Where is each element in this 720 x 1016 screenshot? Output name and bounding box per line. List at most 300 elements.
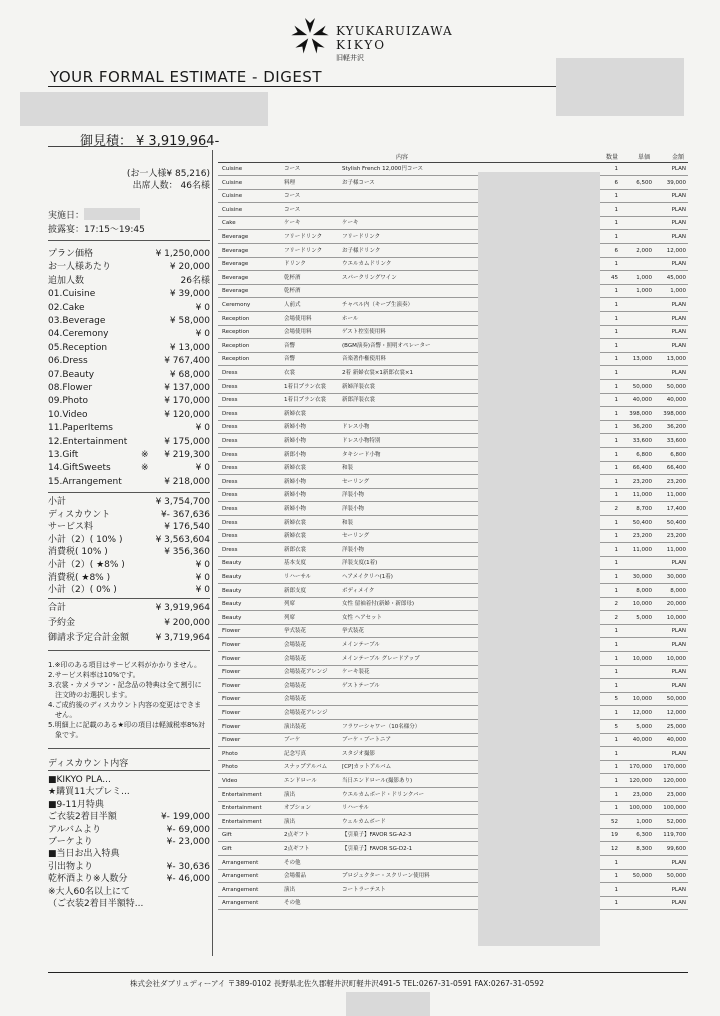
breakdown-label: 10.Video (48, 409, 88, 420)
row-item: ブーケ (284, 737, 301, 744)
discount-label: ご衣装2着目半額 (48, 812, 117, 823)
row-category: Dress (222, 383, 238, 390)
row-amount: 23,200 (666, 533, 686, 540)
row-amount: PLAN (671, 206, 686, 213)
row-amount: PLAN (671, 193, 686, 200)
discount-row (48, 898, 210, 910)
row-description: 新婦洋装衣裳 (342, 383, 376, 390)
row-unit-price: 2,000 (636, 247, 652, 254)
row-item: フリードリンク (284, 234, 323, 240)
row-amount: 17,400 (666, 506, 686, 512)
row-item: 新郎支度 (284, 587, 307, 594)
discount-row (48, 786, 210, 798)
discount-label: ■KIKYO PLA... (48, 775, 111, 785)
breakdown-label: 04.Ceremony (48, 329, 109, 340)
row-quantity: 1 (614, 791, 618, 798)
table-row (218, 626, 688, 638)
row-unit-price: 66,400 (632, 465, 652, 472)
breakdown-value: ¥ 68,000 (169, 369, 210, 380)
row-item: 新郎衣裳 (284, 546, 307, 553)
breakdown-value: 26名様 (180, 275, 210, 286)
table-row (218, 749, 688, 761)
row-unit-price: 5,000 (636, 723, 652, 730)
row-quantity: 1 (614, 342, 618, 349)
note-line: 5.明細上に記載のある★印の項目は軽減税率8%対 (48, 721, 206, 729)
row-unit-price: 36,200 (632, 424, 652, 431)
row-description: ボディメイク (342, 587, 375, 594)
subtotal-label: 消費税( ★8% ) (48, 572, 111, 583)
row-category: Flower (222, 655, 241, 662)
table-row (218, 178, 688, 190)
row-item: 会場装花 (284, 642, 307, 648)
notes-block (48, 660, 210, 740)
row-quantity: 6 (614, 179, 618, 186)
row-quantity: 1 (614, 873, 618, 880)
row-amount: 12,000 (666, 247, 686, 254)
breakdown-row (48, 315, 210, 327)
row-amount: PLAN (671, 220, 686, 227)
row-quantity: 1 (614, 778, 618, 784)
row-quantity: 1 (614, 587, 618, 594)
row-category: Cuisine (222, 206, 243, 213)
row-quantity: 1 (614, 356, 618, 363)
discount-label: アルバムより (48, 824, 102, 835)
row-description: ゲストテーブル (342, 682, 380, 689)
row-item: 新婦小物 (284, 506, 307, 512)
subtotal-row (48, 521, 210, 533)
row-description: プロジェクター・スクリーン使用料 (342, 873, 430, 880)
row-amount: PLAN (671, 370, 686, 376)
row-unit-price: 23,000 (632, 791, 652, 798)
total-label: 合計 (48, 603, 67, 613)
row-category: Dress (222, 478, 238, 485)
row-item: 会場装花 (284, 682, 307, 689)
discount-row (48, 836, 210, 848)
discount-label: ★購買11大プレミ... (48, 787, 130, 798)
document-title: YOUR FORMAL ESTIMATE - DIGEST (50, 68, 322, 86)
row-amount: PLAN (671, 342, 686, 349)
breakdown-row (48, 275, 210, 287)
row-description: ケーキ (342, 220, 359, 227)
row-amount: 10,000 (666, 655, 686, 662)
row-description: スパークリングワイン (342, 274, 397, 281)
row-amount: 50,400 (666, 519, 686, 526)
subtotal-value: ¥ 356,360 (164, 547, 210, 558)
row-category: Beverage (222, 234, 249, 240)
table-row (218, 232, 688, 244)
row-item: オプション (284, 805, 312, 812)
discount-value: ¥- 23,000 (166, 837, 210, 847)
row-category: Entertainment (222, 791, 262, 798)
row-category: Dress (222, 465, 238, 472)
total-row (48, 602, 210, 614)
row-category: Photo (222, 750, 238, 757)
breakdown-value: ¥ 20,000 (169, 262, 210, 273)
note-line: 象です。 (48, 731, 83, 739)
table-row (218, 436, 688, 448)
table-row (218, 654, 688, 666)
row-category: Beauty (222, 574, 242, 580)
subtotal-row (48, 509, 210, 521)
row-category: Reception (222, 342, 250, 349)
row-category: Beauty (222, 614, 242, 621)
breakdown-label: 14.GiftSweets (48, 463, 111, 474)
attendee-count: 出席人数： 46名様 (132, 181, 210, 191)
row-amount: 45,000 (666, 274, 686, 281)
row-category: Cake (222, 220, 236, 227)
total-value: ¥ 3,919,964 (155, 603, 210, 613)
row-quantity: 1 (614, 329, 618, 336)
row-category: Beverage (222, 274, 249, 281)
row-description: Stylish French 12,000円コース (342, 166, 424, 172)
table-row (218, 300, 688, 312)
row-quantity: 1 (614, 737, 618, 744)
kikyo-flower-icon (290, 14, 330, 58)
row-description: ホール (342, 315, 359, 322)
row-quantity: 1 (614, 886, 618, 893)
discount-value: ¥- 199,000 (160, 812, 210, 823)
table-row (218, 341, 688, 353)
row-description: 新郎洋装衣裳 (342, 397, 376, 404)
table-row (218, 762, 688, 774)
row-amount: PLAN (671, 315, 686, 322)
row-quantity: 1 (614, 288, 618, 295)
row-unit-price: 8,300 (636, 846, 652, 852)
row-description: 女性 留袖着付(新婦・新郎母) (342, 601, 415, 608)
row-quantity: 2 (614, 601, 618, 608)
row-item: 会場使用料 (284, 315, 312, 322)
row-amount: 36,200 (666, 424, 686, 431)
breakdown-row (48, 369, 210, 381)
total-row (48, 632, 210, 644)
table-row (218, 694, 688, 706)
row-description: 2着 新婦衣裳×1新郎衣裳×1 (342, 370, 413, 376)
row-quantity: 1 (614, 302, 618, 308)
row-quantity: 1 (614, 206, 618, 213)
header-unit: 単価 (637, 154, 650, 161)
row-item: 挙式装花 (284, 628, 307, 635)
row-unit-price: 50,000 (632, 383, 652, 390)
redacted-block (84, 208, 140, 220)
discount-value: ¥- 46,000 (166, 874, 210, 885)
row-description: 音楽著作権使用料 (342, 356, 387, 363)
row-amount: 1,000 (670, 288, 686, 295)
breakdown-row (48, 476, 210, 488)
row-category: Flower (222, 737, 241, 744)
row-amount: PLAN (671, 669, 686, 676)
discount-value: ¥- 69,000 (166, 824, 210, 835)
table-row (218, 545, 688, 557)
row-quantity: 1 (614, 424, 618, 431)
row-item: 新婦小物 (284, 424, 307, 431)
breakdown-row (48, 261, 210, 273)
row-quantity: 1 (614, 900, 618, 907)
breakdown-label: 01.Cuisine (48, 289, 96, 300)
row-unit-price: 11,000 (632, 492, 652, 499)
row-item: 新婦衣裳 (284, 519, 307, 526)
breakdown-value: ¥ 175,000 (164, 436, 210, 447)
discount-label: ブーケより (48, 837, 93, 847)
table-row (218, 790, 688, 802)
row-category: Dress (222, 546, 238, 553)
reception-time: 披露宴：17:15～19:45 (48, 225, 145, 235)
brand-logo (290, 14, 490, 64)
estimate-divider (48, 146, 208, 147)
row-item: 音響 (284, 356, 296, 363)
row-amount: PLAN (671, 900, 686, 907)
subtotal-row (48, 572, 210, 584)
row-description: ウエルカムボード・ドリンクバー (342, 791, 425, 798)
row-quantity: 1 (614, 315, 618, 322)
row-amount: PLAN (671, 859, 686, 866)
row-unit-price: 170,000 (629, 764, 652, 771)
row-item: 会場装花 (284, 655, 307, 662)
row-item: 記念写真 (284, 750, 307, 757)
row-amount: PLAN (671, 261, 686, 268)
row-category: Arrangement (222, 873, 259, 880)
row-description: 洋装支度(1着) (342, 560, 378, 567)
discount-row (48, 873, 210, 885)
row-category: Beverage (222, 288, 249, 295)
table-row (218, 368, 688, 380)
table-row (218, 518, 688, 530)
subtotal-row (48, 584, 210, 596)
breakdown-value: ¥ 218,000 (164, 476, 210, 487)
row-amount: 40,000 (666, 737, 686, 744)
row-amount: 99,600 (666, 846, 686, 852)
breakdown-value: ¥ 137,000 (164, 383, 210, 393)
breakdown-row (48, 382, 210, 394)
discount-row (48, 886, 210, 898)
row-quantity: 45 (611, 274, 618, 281)
row-description: チャペル内（キープ生演奏） (342, 302, 414, 308)
row-quantity: 12 (611, 846, 618, 852)
row-quantity: 2 (614, 614, 618, 621)
breakdown-row (48, 302, 210, 314)
breakdown-row (48, 248, 210, 260)
breakdown-row (48, 462, 210, 474)
row-category: Beverage (222, 247, 249, 254)
row-quantity: 1 (614, 546, 618, 553)
discount-heading: ディスカウント内容 (48, 759, 129, 769)
row-quantity: 52 (611, 818, 618, 825)
row-item: 会場装花アレンジ (284, 710, 328, 716)
discount-label: ※大人60名以上にて (48, 886, 130, 897)
row-unit-price: 33,600 (632, 438, 652, 444)
row-description: フラワーシャワー（10名様分） (342, 723, 421, 730)
row-quantity: 1 (614, 166, 618, 172)
row-quantity: 1 (614, 451, 618, 458)
row-category: Entertainment (222, 818, 262, 825)
discount-value: ¥- 30,636 (166, 861, 210, 872)
breakdown-label: 12.Entertainment (48, 436, 128, 447)
row-category: Dress (222, 370, 238, 376)
table-row (218, 409, 688, 421)
redacted-block (346, 992, 430, 1016)
row-quantity: 1 (614, 533, 618, 540)
estimate-amount: ¥ 3,919,964- (136, 134, 220, 149)
row-item: 基本支度 (284, 560, 307, 567)
table-row (218, 463, 688, 475)
row-quantity: 1 (614, 560, 618, 567)
table-row (218, 558, 688, 570)
header-desc: 内容 (396, 154, 409, 161)
row-amount: PLAN (671, 628, 686, 635)
row-quantity: 1 (614, 682, 618, 689)
breakdown-label: お一人様あたり (48, 262, 112, 273)
row-amount: 23,200 (666, 478, 686, 485)
row-item: 列席 (284, 601, 296, 608)
row-amount: 52,000 (666, 818, 686, 825)
row-amount: 33,600 (666, 438, 686, 444)
breakdown-value: ¥ 219,300 (164, 450, 210, 460)
row-unit-price: 100,000 (629, 805, 652, 812)
subtotal-value: ¥ 3,754,700 (155, 497, 210, 507)
total-value: ¥ 3,719,964 (155, 633, 210, 643)
row-item: フリードリンク (284, 247, 323, 254)
breakdown-value: ¥ 0 (195, 302, 210, 313)
row-category: Photo (222, 764, 238, 771)
table-row (218, 382, 688, 394)
table-row (218, 286, 688, 298)
subtotal-label: 小計（2）( ★8% ) (48, 560, 125, 570)
row-amount: 25,000 (666, 723, 686, 730)
row-item: 新婦衣裳 (284, 410, 307, 417)
row-description: ウエルカムドリンク (342, 261, 392, 268)
row-unit-price: 1,000 (636, 274, 652, 281)
breakdown-label: 09.Photo (48, 396, 88, 407)
row-quantity: 19 (611, 832, 618, 839)
row-quantity: 1 (614, 193, 618, 200)
notes-divider (48, 748, 210, 749)
subtotal-divider (48, 598, 210, 599)
row-quantity: 1 (614, 642, 618, 648)
row-amount: 30,000 (666, 574, 686, 580)
row-item: コース (284, 166, 301, 172)
subtotal-value: ¥ 0 (195, 560, 210, 570)
subtotal-label: 消費税( 10% ) (48, 547, 108, 558)
row-unit-price: 6,800 (636, 451, 652, 458)
breakdown-label: 06.Dress (48, 356, 88, 367)
subtotal-value: ¥- 367,636 (160, 509, 210, 520)
row-item: 会場備品 (284, 873, 307, 880)
table-row (218, 504, 688, 516)
row-description: 【引菓子】FAVOR SG-A2-3 (342, 832, 412, 839)
subtotal-label: 小計（2）( 10% ) (48, 534, 123, 545)
table-row (218, 490, 688, 502)
table-row (218, 708, 688, 720)
breakdown-value: ¥ 39,000 (169, 289, 210, 300)
row-description: ゲスト控室使用料 (342, 329, 386, 336)
row-item: 演出 (284, 818, 296, 825)
row-quantity: 1 (614, 370, 618, 376)
row-category: Flower (222, 696, 241, 703)
row-description: 和装 (342, 519, 354, 526)
row-category: Entertainment (222, 805, 262, 812)
row-description: セーリング (342, 478, 370, 485)
row-item: 1着目プラン衣裳 (284, 383, 326, 390)
row-item: 料理 (284, 179, 296, 186)
row-quantity: 1 (614, 410, 618, 417)
row-quantity: 1 (614, 220, 618, 227)
row-unit-price: 50,000 (632, 873, 652, 880)
table-row (218, 531, 688, 543)
table-row (218, 572, 688, 584)
row-category: Beauty (222, 601, 242, 608)
table-row (218, 885, 688, 897)
table-row (218, 640, 688, 652)
row-unit-price: 6,500 (636, 179, 652, 186)
row-category: Cuisine (222, 179, 243, 186)
row-item: 演出装花 (284, 723, 307, 730)
row-description: セーリング (342, 533, 370, 540)
table-row (218, 803, 688, 815)
row-category: Flower (222, 723, 241, 730)
subtotal-value: ¥ 0 (195, 585, 210, 596)
row-unit-price: 120,000 (629, 778, 652, 784)
discount-label: （ご衣装2着目半額特... (48, 899, 144, 909)
breakdown-row (48, 449, 210, 461)
row-description: メインテーブル グレードアップ (342, 655, 420, 662)
table-row (218, 830, 688, 842)
brand-name-line2: KIKYO (336, 38, 387, 52)
row-quantity: 1 (614, 574, 618, 580)
table-row (218, 450, 688, 462)
row-quantity: 1 (614, 710, 618, 716)
redacted-block (478, 172, 600, 946)
row-description: コートラーテスト (342, 886, 386, 893)
discount-row (48, 774, 210, 786)
row-item: ケーキ (284, 220, 301, 227)
redacted-block (20, 92, 268, 126)
row-description: 【引菓子】FAVOR SG-D2-1 (342, 846, 413, 852)
row-item: 演出 (284, 791, 296, 798)
row-category: Arrangement (222, 900, 259, 907)
breakdown-value: ¥ 120,000 (164, 409, 210, 420)
row-item: 会場装花 (284, 696, 307, 703)
header-qty: 数量 (605, 154, 618, 161)
table-row (218, 858, 688, 870)
table-row (218, 327, 688, 339)
row-category: Beverage (222, 261, 249, 268)
discount-label: 引出物より (48, 861, 94, 872)
table-row (218, 844, 688, 856)
breakdown-value: ¥ 767,400 (164, 356, 210, 367)
table-row (218, 599, 688, 611)
row-unit-price: 6,300 (636, 832, 652, 839)
row-category: Dress (222, 533, 238, 540)
row-quantity: 1 (614, 492, 618, 499)
row-amount: 50,000 (666, 873, 686, 880)
row-item: 新婦小物 (284, 478, 307, 485)
row-unit-price: 398,000 (629, 410, 652, 417)
row-item: コース (284, 193, 301, 200)
row-item: スナップアルバム (284, 764, 328, 771)
row-category: Reception (222, 356, 250, 363)
table-row (218, 205, 688, 217)
row-category: Beauty (222, 560, 242, 567)
table-row (218, 735, 688, 747)
row-quantity: 1 (614, 764, 618, 771)
row-unit-price: 10,000 (632, 655, 652, 662)
row-amount: PLAN (671, 560, 686, 567)
row-item: 会場使用料 (284, 329, 312, 336)
subtotal-label: サービス料 (48, 522, 94, 533)
row-unit-price: 30,000 (632, 574, 652, 580)
row-unit-price: 23,200 (632, 478, 652, 485)
row-description: 洋装小物 (342, 506, 365, 512)
row-description: ウェルカムボード (342, 818, 386, 825)
